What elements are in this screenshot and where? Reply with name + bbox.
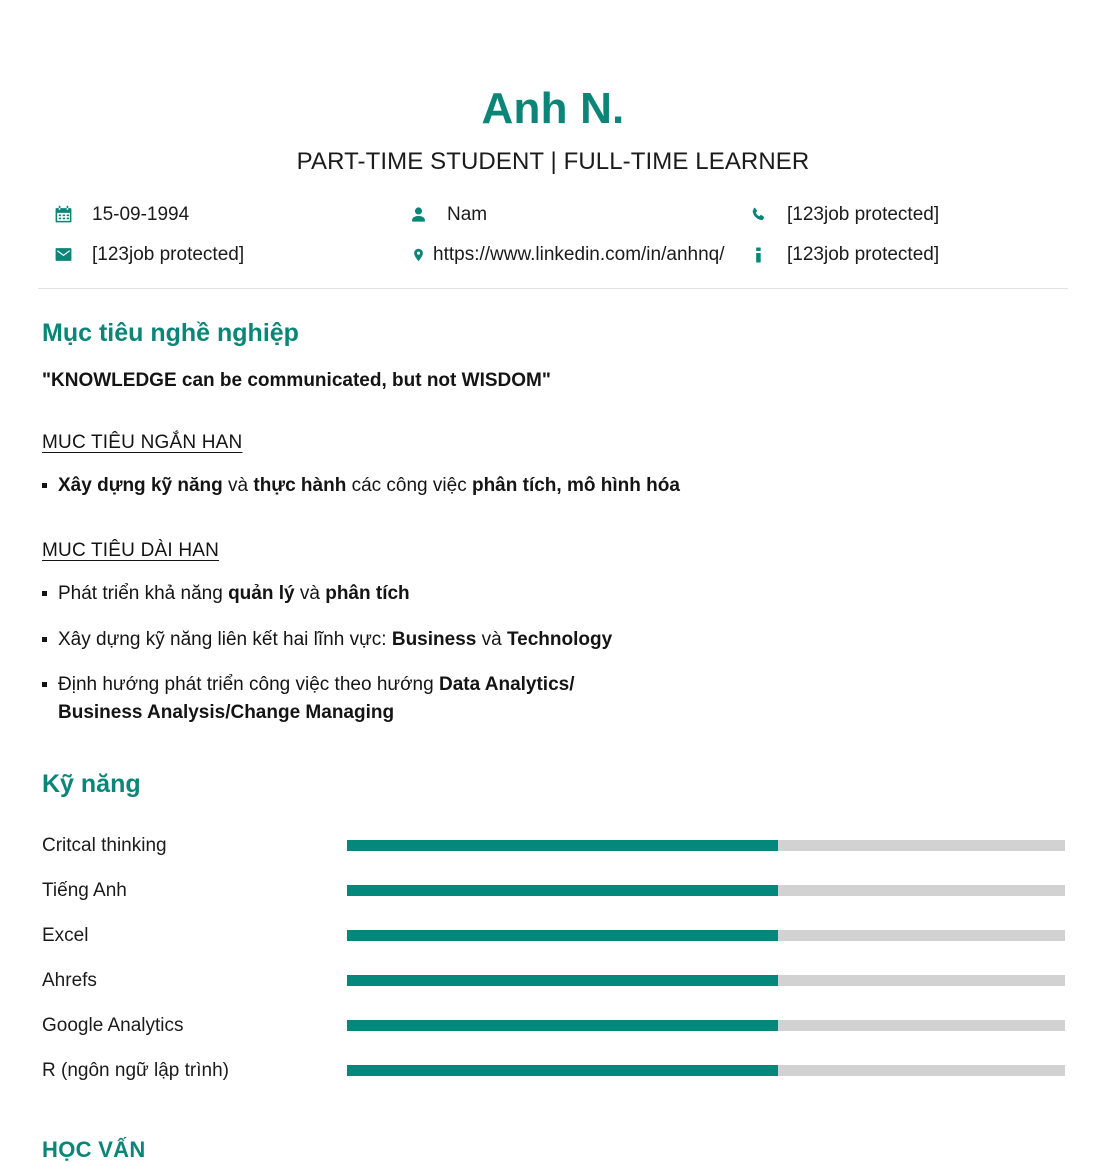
- contact-item-phone: [747, 203, 1068, 227]
- person-icon: [407, 204, 429, 226]
- skill-row: [42, 1003, 1068, 1048]
- skill-progress-track: [347, 930, 1065, 941]
- skill-progress-track: [347, 885, 1065, 896]
- contact-item-linkedin[interactable]: [407, 243, 747, 267]
- skill-progress-fill: [347, 840, 778, 851]
- list-item: Xây dựng kỹ năng liên kết hai lĩnh vực: Business và Technology: [42, 626, 1068, 654]
- section-skills: [38, 726, 1068, 1093]
- skill-label: Ahrefs: [42, 969, 97, 991]
- skill-row: [42, 913, 1068, 958]
- list-item: Định hướng phát triển công việc theo hướng Data Analytics/ Business Analysis/Change Managing: [42, 671, 1068, 726]
- skill-progress-track: [347, 840, 1065, 851]
- list-item: Phát triển khả năng quản lý và phân tích: [42, 580, 1068, 608]
- section-title-objective: Mục tiêu nghề nghiệp: [42, 319, 299, 348]
- skill-row: [42, 1048, 1068, 1093]
- phone-icon: [747, 204, 769, 226]
- skill-row: [42, 823, 1068, 868]
- calendar-icon: [52, 204, 74, 226]
- long-term-heading: MUC TIÊU DÀI HAN: [42, 540, 220, 562]
- skill-label: Google Analytics: [42, 1014, 184, 1036]
- email-icon: [52, 244, 74, 266]
- section-title-skills: Kỹ năng: [42, 770, 141, 799]
- skill-row: [42, 958, 1068, 1003]
- section-career-objective: [38, 289, 1068, 726]
- list-item: Xây dựng kỹ năng và thực hành các công việc phân tích, mô hình hóa: [42, 472, 1068, 500]
- contact-item-email: [52, 243, 407, 267]
- short-term-goal-list: [38, 472, 1068, 500]
- skill-label: Excel: [42, 924, 89, 946]
- contact-item-gender: [407, 203, 747, 227]
- contact-info-grid: [38, 203, 1068, 267]
- contact-value-email: [123job protected]: [92, 243, 245, 265]
- resume-header: [38, 0, 1068, 177]
- objective-quote: "KNOWLEDGE can be communicated, but not WISDOM": [42, 370, 551, 392]
- contact-item-info: [747, 243, 1068, 267]
- skill-progress-fill: [347, 975, 778, 986]
- map-pin-icon: [407, 244, 429, 266]
- skill-progress-fill: [347, 930, 778, 941]
- contact-value-linkedin: https://www.linkedin.com/in/anhnq/: [433, 243, 725, 265]
- skill-progress-track: [347, 1020, 1065, 1031]
- skill-label: Tiếng Anh: [42, 879, 127, 901]
- skill-progress-track: [347, 975, 1065, 986]
- skill-progress-fill: [347, 885, 778, 896]
- skill-progress-fill: [347, 1020, 778, 1031]
- headline-subtitle: PART-TIME STUDENT | FULL-TIME LEARNER: [296, 148, 810, 176]
- contact-value-birthday: 15-09-1994: [92, 203, 190, 225]
- skill-row: [42, 868, 1068, 913]
- skill-progress-fill: [347, 1065, 778, 1076]
- page-title: Anh N.: [481, 84, 625, 133]
- contact-value-info: [123job protected]: [787, 243, 940, 265]
- short-term-heading: MUC TIÊU NGẮN HAN: [42, 432, 243, 454]
- skills-list: [38, 823, 1068, 1093]
- section-title-education: HỌC VẤN: [42, 1137, 146, 1163]
- contact-item-birthday: [52, 203, 407, 227]
- skill-label: R (ngôn ngữ lập trình): [42, 1059, 229, 1081]
- info-icon: [747, 244, 769, 266]
- contact-value-phone: [123job protected]: [787, 203, 940, 225]
- section-education: [38, 1093, 1068, 1163]
- skill-label: Critcal thinking: [42, 834, 167, 856]
- long-term-goal-list: [38, 580, 1068, 726]
- skill-progress-track: [347, 1065, 1065, 1076]
- contact-value-gender: Nam: [447, 203, 488, 225]
